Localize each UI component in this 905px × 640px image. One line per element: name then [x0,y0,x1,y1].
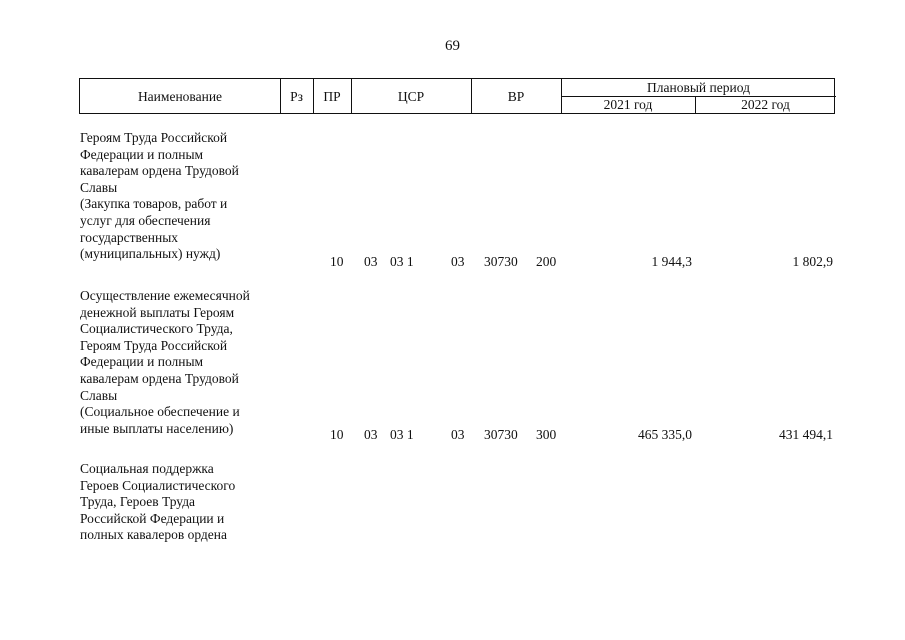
table-header [79,78,835,114]
name-line: Федерации и полным [80,354,204,370]
cell-2021: 465 335,0 [638,427,692,442]
name-line: Героев Социалистического [80,477,236,493]
name-line: (муниципальных) нужд) [80,246,221,262]
name-line: Труда, Героев Труда [80,494,196,510]
page-number: 69 [445,38,460,54]
name-line: Славы [80,387,118,403]
cell-csr-a: 03 1 [390,427,414,442]
cell-2022: 431 494,1 [779,427,833,442]
name-line: государственных [80,229,179,245]
name-line: Российской Федерации и [80,510,225,526]
cell-2021: 1 944,3 [651,254,692,269]
cell-csr-b: 03 [451,427,465,442]
name-line: (Социальное обеспечение и [80,404,240,420]
name-line: кавалерам ордена Трудовой [80,163,239,179]
cell-2022: 1 802,9 [792,254,833,269]
header-year-2022: 2022 год [741,97,790,112]
name-line: иные выплаты населению) [80,420,234,436]
row-name [80,130,285,263]
name-line: Героям Труда Российской [80,130,228,145]
name-line: (Закупка товаров, работ и [80,196,228,212]
cell-csr-a: 03 1 [390,254,414,269]
cell-csr-b: 03 [451,254,465,269]
name-line: Федерации и полным [80,146,204,162]
name-line: Социалистического Труда, [80,321,233,337]
name-line: Героям Труда Российской [80,337,228,353]
row-name [80,461,285,544]
row-name [80,288,285,437]
cell-vr: 200 [536,254,557,269]
cell-pr: 03 [364,427,378,442]
cell-csr-c: 30730 [484,254,518,269]
cell-rz: 10 [330,254,344,269]
cell-pr: 03 [364,254,378,269]
name-line: полных кавалеров ордена [80,527,227,543]
header-rz: Рз [290,89,303,104]
name-line: услуг для обеспечения [80,212,211,228]
header-planned-period: Плановый период [647,79,750,95]
header-csr: ЦСР [397,89,425,104]
cell-csr-c: 30730 [484,427,518,442]
header-vr: ВР [507,89,525,104]
header-year-2021: 2021 год [603,97,653,112]
name-line: Осуществление ежемесячной [80,288,250,303]
header-pr: ПР [323,89,341,104]
name-line: кавалерам ордена Трудовой [80,370,239,386]
header-name: Наименование [137,89,223,104]
name-line: денежной выплаты Героям [80,304,235,320]
cell-vr: 300 [536,427,557,442]
cell-rz: 10 [330,427,344,442]
name-line: Социальная поддержка [80,461,214,476]
name-line: Славы [80,179,118,195]
